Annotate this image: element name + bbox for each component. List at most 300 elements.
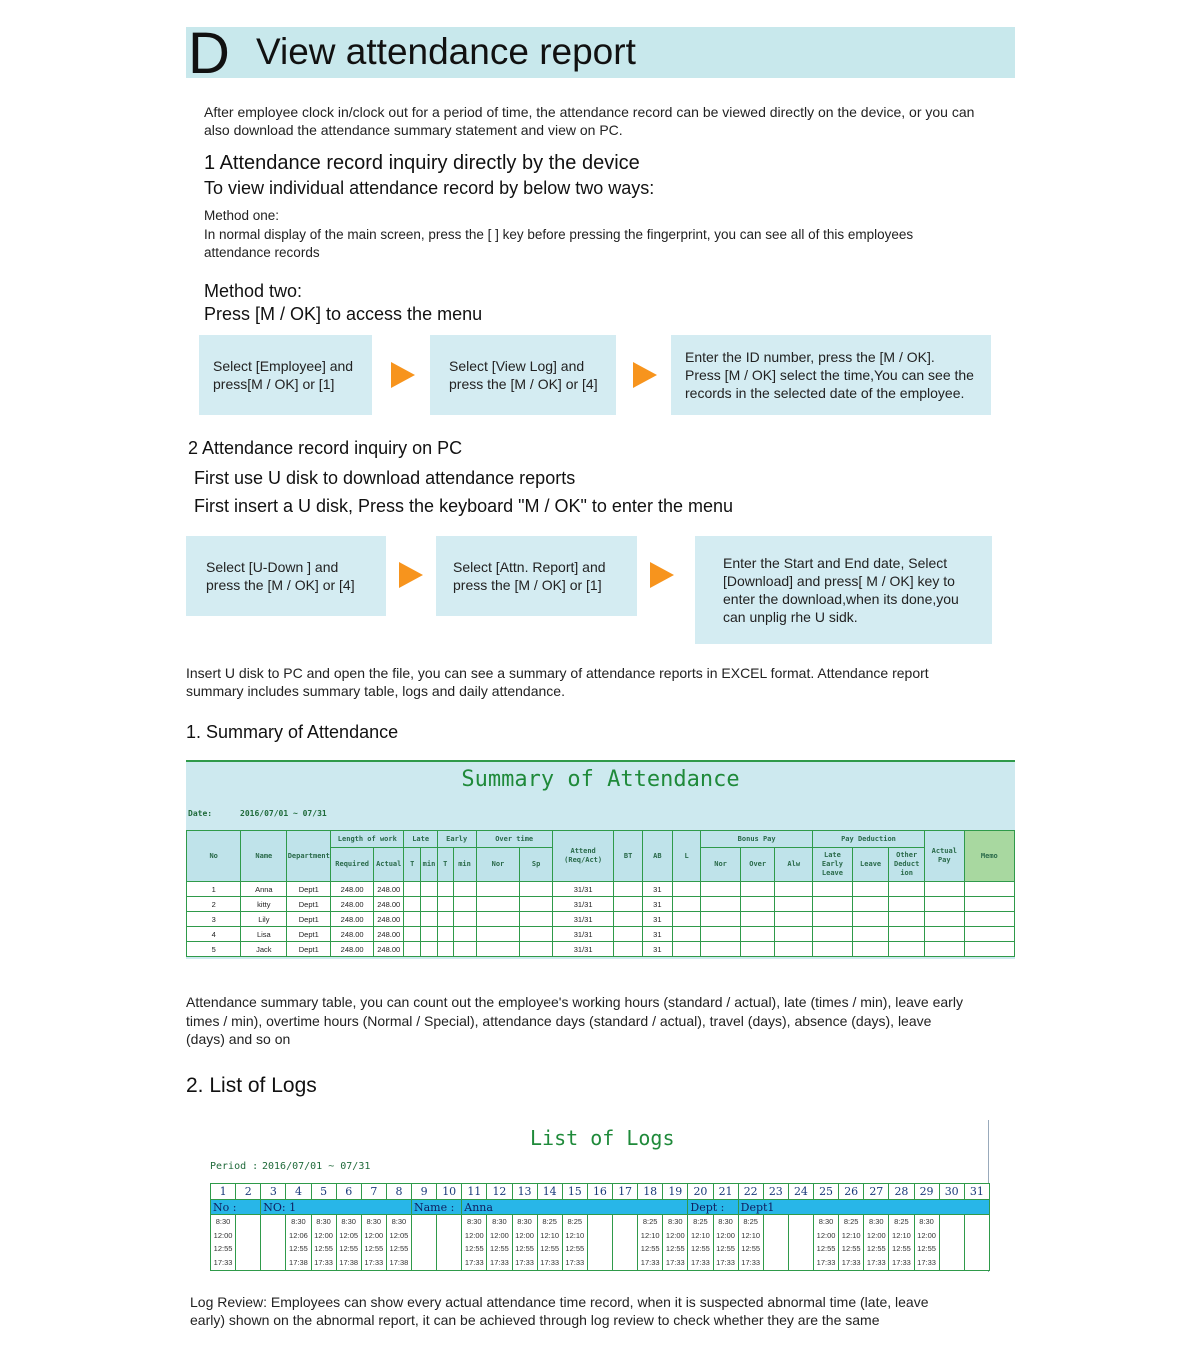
- log-time: 12:10: [640, 1230, 660, 1240]
- table-cell: 5: [187, 942, 241, 957]
- table-cell: [889, 927, 925, 942]
- day-times-cell: [638, 1215, 663, 1271]
- table-cell: [453, 897, 476, 912]
- col-header: Length of work: [331, 831, 404, 848]
- table-cell: [476, 882, 520, 897]
- log-time: 12:55: [490, 1244, 509, 1253]
- table-cell: [889, 942, 925, 957]
- employee-info-cell: NO: 1: [261, 1200, 412, 1215]
- log-time: 12:55: [841, 1244, 861, 1253]
- log-time: 12:55: [389, 1244, 409, 1253]
- table-cell: [964, 927, 1014, 942]
- section2-line-2: First insert a U disk, Press the keyboard "M / OK" to enter the menu: [194, 496, 733, 516]
- step-text: press the [M / OK] or [4]: [449, 376, 598, 392]
- table-cell: Anna: [241, 882, 287, 897]
- col-header: AB: [642, 831, 672, 882]
- col-header: Actual Pay: [924, 831, 964, 882]
- log-time: 12:55: [892, 1244, 911, 1253]
- log-time: 12:00: [917, 1230, 936, 1240]
- table-cell: [476, 897, 520, 912]
- table-cell: 31: [642, 912, 672, 927]
- table-cell: [476, 912, 520, 927]
- col-header: Pay Deduction: [813, 831, 925, 848]
- day-times-cell: [286, 1215, 311, 1271]
- table-cell: [614, 927, 642, 942]
- step-text: Enter the Start and End date, Select: [723, 555, 948, 571]
- day-times-cell: [613, 1215, 638, 1271]
- table-cell: [701, 912, 741, 927]
- section2-note-line-1: Insert U disk to PC and open the file, you can see a summary of attendance reports in EXCEL format. Attendance report: [186, 665, 929, 681]
- table-cell: [701, 882, 741, 897]
- day-times-cell: [462, 1215, 487, 1271]
- table-cell: [404, 897, 421, 912]
- day-times-cell: [688, 1215, 713, 1271]
- log-time: 12:00: [716, 1230, 735, 1240]
- logs-table-title: List of Logs: [530, 1126, 675, 1150]
- table-cell: Dept1: [287, 912, 331, 927]
- table-cell: [775, 942, 813, 957]
- col-header: Sp: [520, 848, 552, 882]
- log-time: 8:30: [718, 1217, 733, 1226]
- col-header: Bonus Pay: [701, 831, 813, 848]
- table-cell: [852, 897, 889, 912]
- log-time: 8:30: [366, 1217, 382, 1226]
- table-cell: 4: [187, 927, 241, 942]
- table-cell: Lily: [241, 912, 287, 927]
- day-header: 5: [311, 1184, 336, 1200]
- col-header: T: [437, 848, 453, 882]
- method-two-text: Press [M / OK] to access the menu: [204, 304, 483, 324]
- log-time: 12:55: [540, 1244, 560, 1253]
- col-header: Attend (Req/Act): [552, 831, 614, 882]
- table-cell: [421, 912, 438, 927]
- table-cell: [421, 942, 438, 957]
- day-times-cell: [839, 1215, 864, 1271]
- table-cell: 248.00: [331, 897, 374, 912]
- step-text: [Download] and press[ M / OK] key to: [723, 573, 955, 589]
- table-cell: Lisa: [241, 927, 287, 942]
- day-times-cell: [562, 1215, 587, 1271]
- table-cell: 1: [187, 882, 241, 897]
- day-header: 3: [261, 1184, 286, 1200]
- table-cell: [673, 882, 701, 897]
- col-header: T: [404, 848, 421, 882]
- summary-table-title: Summary of Attendance: [461, 767, 740, 792]
- log-time: 8:25: [542, 1217, 557, 1226]
- table-cell: 31: [642, 942, 672, 957]
- step-text: Select [Attn. Report] and: [453, 559, 606, 575]
- step-text: press the [M / OK] or [4]: [206, 577, 355, 593]
- table-cell: [520, 882, 552, 897]
- log-time: 17:33: [490, 1257, 509, 1267]
- col-header: Name: [241, 831, 287, 882]
- table-cell: 248.00: [331, 882, 374, 897]
- log-time: 8:30: [291, 1217, 306, 1226]
- log-time: 12:55: [917, 1244, 936, 1253]
- day-header: 20: [688, 1184, 713, 1200]
- summary-date-label: Date:: [188, 809, 213, 818]
- day-times-cell: [537, 1215, 562, 1271]
- table-cell: [673, 897, 701, 912]
- method-two-label: Method two:: [204, 281, 303, 301]
- table-cell: 248.00: [331, 942, 374, 957]
- log-time: 12:10: [565, 1230, 585, 1240]
- day-header: 6: [336, 1184, 361, 1200]
- log-time: 17:33: [565, 1257, 585, 1267]
- step-text: Enter the ID number, press the [M / OK].: [685, 349, 935, 365]
- step-text: enter the download,when its done,you: [723, 591, 959, 607]
- section2-note-line-2: summary includes summary table, logs and daily attendance.: [186, 683, 565, 699]
- table-cell: [476, 927, 520, 942]
- log-time: 8:25: [693, 1217, 708, 1226]
- log-time: 12:55: [691, 1244, 710, 1253]
- day-times-cell: [788, 1215, 813, 1271]
- step-box: [186, 536, 386, 616]
- table-cell: Dept1: [287, 927, 331, 942]
- table-cell: [701, 927, 741, 942]
- table-cell: [673, 942, 701, 957]
- col-header: Nor: [701, 848, 741, 882]
- table-cell: [852, 912, 889, 927]
- table-cell: [889, 882, 925, 897]
- log-time: 17:33: [841, 1257, 861, 1267]
- log-time: 12:55: [816, 1244, 836, 1253]
- table-cell: 31/31: [552, 927, 614, 942]
- employee-info-cell: Name :: [412, 1200, 462, 1215]
- table-cell: Jack: [241, 942, 287, 957]
- day-header: 2: [236, 1184, 261, 1200]
- log-time: 17:33: [866, 1257, 886, 1267]
- table-cell: 248.00: [374, 942, 404, 957]
- day-times-cell: [814, 1215, 839, 1271]
- log-time: 8:25: [894, 1217, 909, 1226]
- table-cell: [437, 897, 453, 912]
- step-box: [695, 536, 992, 644]
- log-time: 17:38: [339, 1257, 359, 1267]
- table-cell: [701, 897, 741, 912]
- day-times-cell: [512, 1215, 537, 1271]
- logs-employee-row: [211, 1200, 990, 1215]
- log-time: 12:55: [364, 1244, 384, 1253]
- day-header: 12: [487, 1184, 512, 1200]
- col-header: min: [421, 848, 438, 882]
- table-cell: [614, 882, 642, 897]
- log-time: 12:00: [816, 1230, 836, 1240]
- log-time: 12:55: [565, 1244, 585, 1253]
- col-header: Alw: [775, 848, 813, 882]
- summary-top-border: [186, 760, 1015, 762]
- table-cell: 2: [187, 897, 241, 912]
- log-time: 8:30: [215, 1217, 231, 1226]
- log-time: 17:33: [314, 1257, 333, 1267]
- log-time: 8:30: [869, 1217, 884, 1226]
- table-cell: [404, 912, 421, 927]
- log-time: 17:33: [213, 1257, 233, 1267]
- table-cell: [775, 927, 813, 942]
- employee-info-cell: No :: [211, 1200, 261, 1215]
- table-cell: [852, 882, 889, 897]
- log-time: 12:55: [665, 1244, 685, 1253]
- table-cell: Dept1: [287, 942, 331, 957]
- summary-table: [186, 830, 1015, 957]
- day-header: 30: [939, 1184, 964, 1200]
- logs-days-row: [211, 1184, 990, 1200]
- log-time: 17:33: [540, 1257, 560, 1267]
- log-time: 12:55: [866, 1244, 886, 1253]
- method-one-line-2: attendance records: [204, 245, 320, 260]
- log-time: 12:00: [490, 1230, 509, 1240]
- day-header: 10: [437, 1184, 462, 1200]
- day-header: 7: [361, 1184, 386, 1200]
- log-time: 8:25: [567, 1217, 583, 1226]
- log-time: 17:33: [741, 1257, 761, 1267]
- table-cell: [437, 912, 453, 927]
- table-cell: [453, 912, 476, 927]
- section1-subheading: To view individual attendance record by below two ways:: [204, 178, 655, 198]
- day-times-cell: [889, 1215, 914, 1271]
- logs-period-label: Period :: [210, 1161, 259, 1172]
- day-header: 25: [814, 1184, 839, 1200]
- log-time: 12:00: [866, 1230, 886, 1240]
- log-time: 17:38: [389, 1257, 409, 1267]
- table-cell: [520, 897, 552, 912]
- table-row: [187, 927, 1015, 942]
- col-header: BT: [614, 831, 642, 882]
- day-header: 4: [286, 1184, 311, 1200]
- day-times-cell: [236, 1215, 261, 1271]
- arrow-right-icon: [391, 362, 415, 388]
- method-one-line-1: In normal display of the main screen, press the [ ] key before pressing the fingerprint, you can see all of this employees: [204, 227, 914, 242]
- log-time: 17:33: [665, 1257, 685, 1267]
- table-cell: kitty: [241, 897, 287, 912]
- col-header: No: [187, 831, 241, 882]
- log-time: 12:10: [741, 1230, 761, 1240]
- col-header: Other Deduct ion: [889, 848, 925, 882]
- logs-note-line-1: Log Review: Employees can show every actual attendance time record, when it is suspected abnormal time (late, leave: [190, 1294, 929, 1310]
- table-cell: [740, 912, 774, 927]
- col-header: L: [673, 831, 701, 882]
- day-header: 28: [889, 1184, 914, 1200]
- log-time: 17:33: [716, 1257, 735, 1267]
- day-header: 24: [788, 1184, 813, 1200]
- day-header: 21: [713, 1184, 738, 1200]
- logs-times-row: [211, 1215, 990, 1271]
- log-time: 12:55: [716, 1244, 735, 1253]
- employee-info-cell: Dept1: [738, 1200, 989, 1215]
- table-row: [187, 942, 1015, 957]
- table-cell: [437, 882, 453, 897]
- day-times-cell: [211, 1215, 236, 1271]
- step-box: [430, 335, 616, 415]
- day-header: 9: [412, 1184, 437, 1200]
- col-header: Memo: [964, 831, 1014, 882]
- log-time: 8:25: [743, 1217, 758, 1226]
- intro-line-1: After employee clock in/clock out for a period of time, the attendance record can be viewed directly on the device, or you can: [204, 104, 975, 120]
- log-time: 8:30: [668, 1217, 683, 1226]
- log-time: 8:25: [843, 1217, 859, 1226]
- table-cell: 248.00: [331, 927, 374, 942]
- day-times-cell: [261, 1215, 286, 1271]
- log-time: 17:33: [691, 1257, 710, 1267]
- col-header: Department: [287, 831, 331, 882]
- table-cell: 31: [642, 927, 672, 942]
- day-header: 14: [537, 1184, 562, 1200]
- summary-date-value: 2016/07/01 ~ 07/31: [240, 809, 327, 818]
- summary-note-line-1: Attendance summary table, you can count out the employee's working hours (standard / actual), late (times / min), leave early: [186, 994, 963, 1010]
- table-cell: [813, 897, 853, 912]
- table-cell: [924, 942, 964, 957]
- table-cell: [924, 882, 964, 897]
- section-letter: D: [188, 21, 230, 86]
- col-header: Early: [437, 831, 476, 848]
- col-header: Nor: [476, 848, 520, 882]
- table-cell: [404, 927, 421, 942]
- arrow-right-icon: [650, 562, 674, 588]
- table-cell: [437, 927, 453, 942]
- step-box: [436, 536, 637, 616]
- table-cell: [614, 912, 642, 927]
- day-header: 27: [864, 1184, 889, 1200]
- day-times-cell: [864, 1215, 889, 1271]
- day-times-cell: [738, 1215, 763, 1271]
- table-cell: 248.00: [331, 912, 374, 927]
- col-header: Actual: [374, 848, 404, 882]
- day-times-cell: [487, 1215, 512, 1271]
- day-times-cell: [763, 1215, 788, 1271]
- log-time: 8:30: [391, 1217, 407, 1226]
- log-time: 12:55: [464, 1244, 484, 1253]
- log-time: 12:00: [364, 1230, 384, 1240]
- log-time: 12:55: [314, 1244, 333, 1253]
- log-time: 17:38: [289, 1257, 308, 1267]
- log-time: 12:10: [540, 1230, 560, 1240]
- log-time: 12:00: [213, 1230, 233, 1240]
- summary-heading: 1. Summary of Attendance: [186, 722, 399, 742]
- table-cell: 248.00: [374, 882, 404, 897]
- day-header: 19: [663, 1184, 688, 1200]
- table-cell: [453, 882, 476, 897]
- day-header: 17: [613, 1184, 638, 1200]
- log-time: 17:33: [816, 1257, 836, 1267]
- section2-heading: 2 Attendance record inquiry on PC: [188, 438, 463, 458]
- step-text: can unplig rhe U sidk.: [723, 609, 858, 625]
- log-time: 17:33: [917, 1257, 936, 1267]
- step-text: press[M / OK] or [1]: [213, 376, 335, 392]
- log-time: 8:30: [316, 1217, 331, 1226]
- summary-note-line-3: (days) and so on: [186, 1031, 291, 1047]
- table-cell: 31/31: [552, 897, 614, 912]
- logs-heading: 2. List of Logs: [186, 1074, 317, 1097]
- table-cell: [453, 942, 476, 957]
- log-time: 12:06: [289, 1230, 308, 1240]
- method-one-label: Method one:: [204, 208, 280, 223]
- table-cell: [476, 942, 520, 957]
- table-cell: [775, 897, 813, 912]
- table-cell: 31/31: [552, 882, 614, 897]
- section1-heading: 1 Attendance record inquiry directly by the device: [204, 152, 640, 174]
- col-header: Required: [331, 848, 374, 882]
- table-cell: [673, 927, 701, 942]
- table-cell: 31: [642, 897, 672, 912]
- day-header: 11: [462, 1184, 487, 1200]
- table-cell: 31/31: [552, 942, 614, 957]
- table-cell: [404, 882, 421, 897]
- table-cell: 248.00: [374, 912, 404, 927]
- log-time: 12:55: [213, 1244, 233, 1253]
- table-cell: [421, 927, 438, 942]
- log-time: 8:30: [341, 1217, 356, 1226]
- table-cell: [813, 882, 853, 897]
- table-row: [187, 897, 1015, 912]
- day-header: 13: [512, 1184, 537, 1200]
- day-header: 16: [587, 1184, 612, 1200]
- day-header: 31: [964, 1184, 989, 1200]
- table-cell: 31: [642, 882, 672, 897]
- arrow-right-icon: [399, 562, 423, 588]
- table-cell: [813, 942, 853, 957]
- log-time: 8:30: [919, 1217, 934, 1226]
- step-text: Select [Employee] and: [213, 358, 354, 374]
- day-times-cell: [336, 1215, 361, 1271]
- summary-note-line-2: times / min), overtime hours (Normal / Special), attendance days (standard / actual), travel (days), absence (days), leave: [186, 1013, 932, 1029]
- log-time: 12:10: [691, 1230, 710, 1240]
- log-time: 12:55: [741, 1244, 761, 1253]
- table-cell: [740, 882, 774, 897]
- table-cell: [964, 882, 1014, 897]
- col-header: Over time: [476, 831, 552, 848]
- table-cell: [813, 912, 853, 927]
- table-cell: [740, 927, 774, 942]
- table-cell: 248.00: [374, 897, 404, 912]
- col-header: Leave: [852, 848, 889, 882]
- table-cell: [889, 897, 925, 912]
- col-header: Late Early Leave: [813, 848, 853, 882]
- table-cell: [421, 897, 438, 912]
- table-cell: [404, 942, 421, 957]
- day-times-cell: [964, 1215, 989, 1271]
- day-times-cell: [587, 1215, 612, 1271]
- step-text: Select [View Log] and: [449, 358, 585, 374]
- col-header: min: [453, 848, 476, 882]
- employee-info-cell: Dept :: [688, 1200, 738, 1215]
- day-times-cell: [914, 1215, 939, 1271]
- log-time: 8:30: [517, 1217, 532, 1226]
- log-time: 8:30: [492, 1217, 507, 1226]
- log-time: 12:55: [640, 1244, 660, 1253]
- table-cell: [673, 912, 701, 927]
- day-header: 1: [211, 1184, 236, 1200]
- table-cell: [852, 927, 889, 942]
- log-time: 12:05: [339, 1230, 359, 1240]
- log-time: 17:33: [640, 1257, 660, 1267]
- step-box: [199, 335, 372, 415]
- logs-note-line-2: early) shown on the abnormal report, it can be achieved through log review to check whether they are the same: [190, 1312, 880, 1328]
- intro-line-2: also download the attendance summary statement and view on PC.: [204, 122, 623, 138]
- day-times-cell: [412, 1215, 437, 1271]
- log-time: 12:10: [841, 1230, 861, 1240]
- log-time: 12:55: [339, 1244, 359, 1253]
- col-header: Over: [740, 848, 774, 882]
- col-header: Late: [404, 831, 437, 848]
- log-time: 17:33: [464, 1257, 484, 1267]
- table-cell: [775, 912, 813, 927]
- day-header: 23: [763, 1184, 788, 1200]
- log-time: 12:55: [515, 1244, 534, 1253]
- logs-period-value: 2016/07/01 ~ 07/31: [262, 1161, 371, 1172]
- log-time: 12:10: [892, 1230, 911, 1240]
- table-cell: [520, 942, 552, 957]
- table-cell: Dept1: [287, 897, 331, 912]
